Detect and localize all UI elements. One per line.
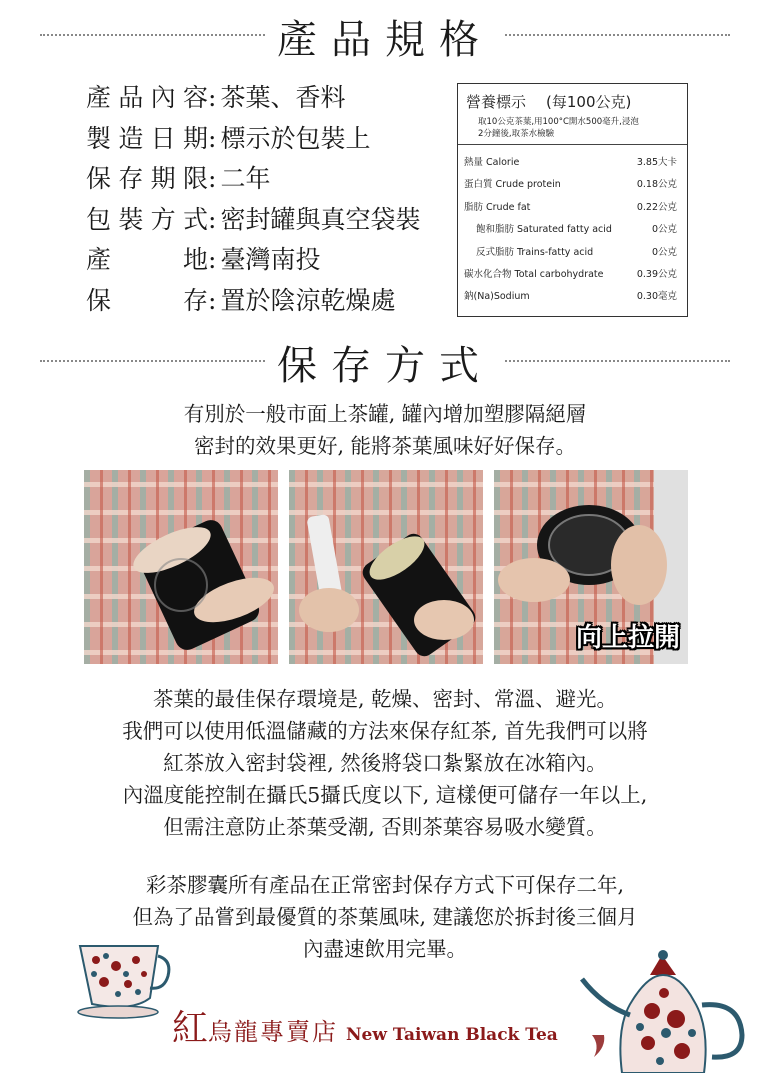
spec-row (86, 165, 446, 206)
nutrition-row-name: 碳水化合物 Total carbohydrate (464, 268, 604, 280)
nutrition-row (458, 154, 687, 176)
spec-value: 臺灣南投 (220, 245, 321, 274)
nutrition-row-name: 蛋白質 Crude protein (464, 179, 561, 191)
spec-label-char: 期 (150, 164, 176, 193)
nutrition-row-value: 0公克 (651, 224, 677, 236)
nutrition-row-value: 0.30毫克 (636, 291, 677, 303)
spec-value: 密封罐與真空袋裝 (220, 204, 421, 234)
spec-value: 茶葉、香料 (220, 83, 346, 112)
photo-caption: 向上拉開 (575, 623, 680, 653)
spec-label (86, 125, 208, 166)
nutrition-note (458, 112, 687, 145)
photo-hands-pull-lid (494, 470, 688, 664)
nutrition-title: 營養標示 (466, 93, 527, 111)
spec-value: 二年 (220, 164, 271, 193)
nutrition-rows (458, 145, 687, 311)
spec-label-char: 保 (86, 164, 112, 193)
nutrition-row-value: 0.18公克 (636, 179, 677, 191)
intro-line: 密封的效果更好, 能將茶葉風味好好保存。 (193, 434, 577, 458)
spec-label (86, 206, 208, 247)
photo-hands-opening-can-2 (289, 470, 483, 664)
spec-row (86, 287, 446, 328)
nutrition-row (458, 244, 687, 266)
nutrition-row-value: 0.22公克 (636, 201, 677, 213)
nutrition-note-line: 2分鐘後,取茶水檢驗 (478, 129, 555, 139)
brand-english-name: New Taiwan Black Tea (346, 1025, 558, 1045)
nutrition-row-value: 0公克 (651, 246, 677, 258)
spec-colon: : (208, 204, 217, 234)
spec-label (86, 84, 208, 125)
spec-label-char: 存 (118, 164, 144, 193)
spec-label-char: 限 (182, 164, 208, 193)
section-title-text: 產品規格 (265, 8, 505, 65)
body-line: 我們可以使用低溫儲藏的方法來保存紅茶, 首先我們可以將 (122, 719, 648, 743)
nutrition-row (458, 221, 687, 243)
divider-right (490, 360, 730, 362)
closing-line: 彩茶膠囊所有產品在正常密封保存方式下可保存二年, (145, 873, 624, 897)
nutrition-row-name: 熱量 Calorie (464, 157, 520, 168)
divider-left (40, 34, 280, 36)
spec-label-char: 製 (86, 123, 112, 153)
spec-label-char: 存 (182, 285, 208, 315)
spec-row (86, 125, 446, 166)
spec-colon: : (208, 285, 217, 315)
nutrition-row-name: 反式脂肪 Trains-fatty acid (476, 246, 594, 258)
spec-label (86, 165, 208, 206)
spec-label (86, 246, 208, 287)
spec-row (86, 206, 446, 247)
nutrition-row (458, 199, 687, 221)
spec-label-char: 內 (150, 83, 176, 112)
spec-label-char: 包 (86, 204, 112, 234)
brand-first-char: 紅 (172, 1008, 209, 1049)
nutrition-row (458, 288, 687, 310)
storage-body-paragraph (0, 683, 770, 843)
body-line: 內溫度能控制在攝氏5攝氏度以下, 這樣便可儲存一年以上, (122, 783, 648, 807)
divider-left (40, 360, 280, 362)
nutrition-row-name: 鈉(Na)Sodium (464, 291, 530, 303)
spec-row (86, 246, 446, 287)
brand-logo (172, 1000, 558, 1051)
section-title-specs (0, 8, 770, 63)
spec-label-char: 容 (182, 83, 208, 112)
spec-label-char: 造 (118, 123, 144, 153)
nutrition-note-line: 取10公克茶葉,用100°C開水500毫升,浸泡 (478, 117, 639, 127)
nutrition-row-value: 0.39公克 (636, 268, 677, 280)
nutrition-header (458, 84, 687, 112)
spec-label-char: 地 (182, 245, 208, 274)
spec-label-char: 產 (86, 83, 112, 112)
intro-line: 有別於一般市面上茶罐, 罐內增加塑膠隔絕層 (183, 402, 587, 426)
spec-list (86, 84, 446, 327)
nutrition-row-name: 飽和脂肪 Saturated fatty acid (476, 224, 612, 236)
intro-paragraph (0, 398, 770, 462)
photo-hands-opening-can-1 (84, 470, 278, 664)
closing-line: 但為了品嘗到最優質的茶葉風味, 建議您於拆封後三個月 (132, 905, 638, 929)
spec-label-char: 品 (118, 83, 144, 112)
nutrition-row-value: 3.85大卡 (636, 157, 677, 168)
section-title-storage (0, 334, 770, 389)
spec-label-char: 日 (150, 123, 176, 153)
spec-row (86, 84, 446, 125)
brand-store-name: 烏龍專賣店 (208, 1018, 339, 1046)
spec-label-char: 裝 (118, 204, 144, 234)
spec-colon: : (208, 245, 217, 274)
spec-value: 標示於包裝上 (220, 123, 371, 153)
nutrition-table (457, 83, 688, 317)
nutrition-row-name: 脂肪 Crude fat (464, 201, 531, 213)
body-line: 但需注意防止茶葉受潮, 否則茶葉容易吸水變質。 (163, 815, 607, 839)
spec-label-char: 方 (150, 204, 176, 234)
spec-label-char: 期 (182, 123, 208, 153)
spec-colon: : (208, 83, 217, 112)
spec-label-char: 保 (86, 285, 112, 315)
spec-label (86, 287, 208, 328)
nutrition-row (458, 176, 687, 198)
teapot-illustration (572, 945, 770, 1073)
divider-right (490, 34, 730, 36)
body-line: 紅茶放入密封袋裡, 然後將袋口紮緊放在冰箱內。 (163, 751, 607, 775)
spec-value: 置於陰涼乾燥處 (220, 285, 396, 315)
teacup-illustration (72, 938, 172, 1020)
closing-line: 內盡速飲用完畢。 (303, 937, 467, 961)
spec-colon: : (208, 123, 217, 153)
body-line: 茶葉的最佳保存環境是, 乾燥、密封、常溫、避光。 (152, 687, 618, 711)
spec-label-char: 產 (86, 245, 112, 274)
section-title-text: 保存方式 (265, 334, 505, 391)
nutrition-row (458, 266, 687, 288)
nutrition-unit: (每100公克) (546, 93, 632, 111)
spec-colon: : (208, 164, 217, 193)
spec-label-char: 式 (182, 204, 208, 234)
